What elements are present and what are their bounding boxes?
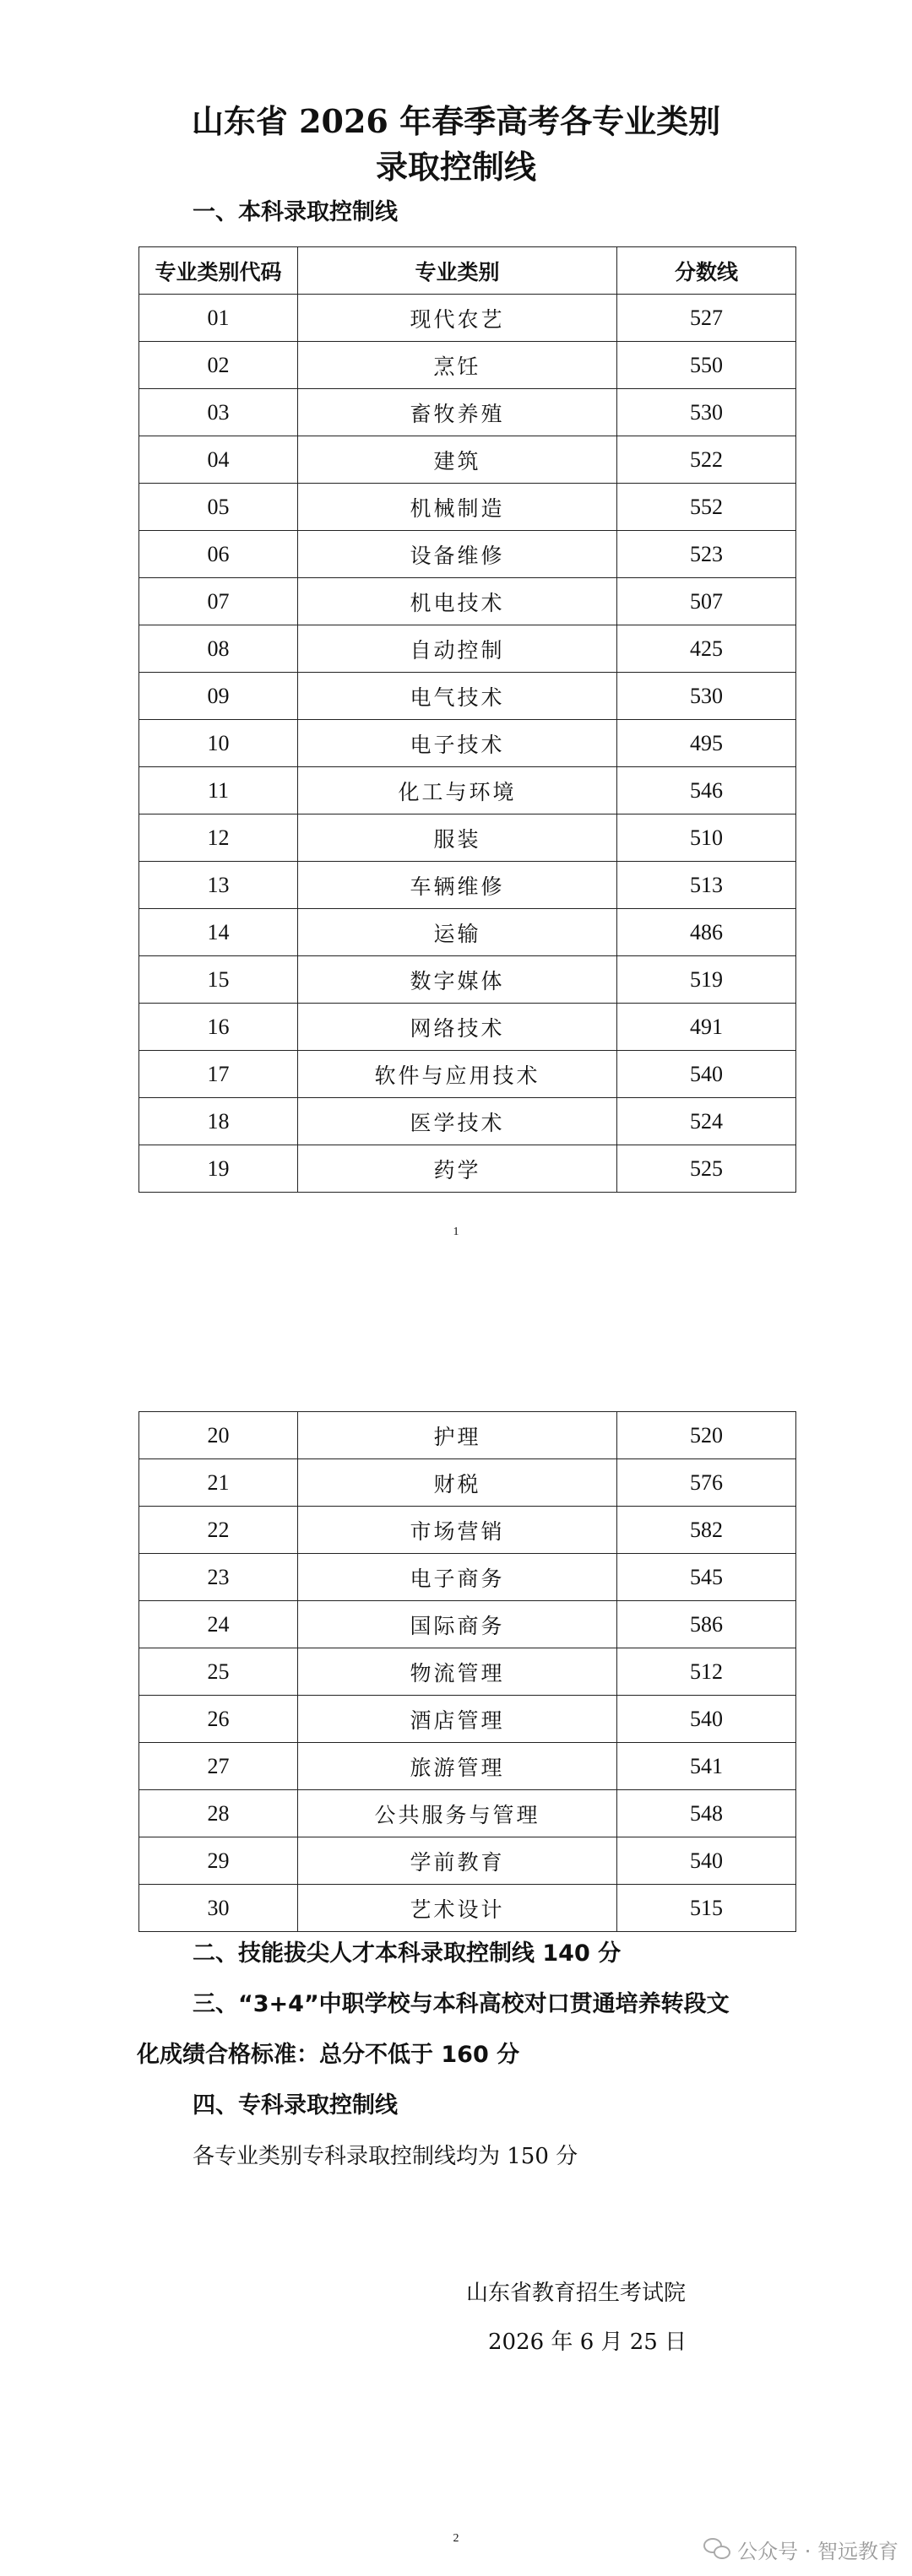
cell-name: 烹饪 xyxy=(298,342,617,389)
table-row xyxy=(139,625,796,673)
table-row xyxy=(139,1507,796,1554)
table-row xyxy=(139,295,796,342)
cell-name: 车辆维修 xyxy=(298,862,617,909)
cell-score: 513 xyxy=(617,862,796,909)
cell-name: 公共服务与管理 xyxy=(298,1790,617,1837)
cell-score: 425 xyxy=(617,625,796,673)
table-row xyxy=(139,909,796,956)
watermark-text: 公众号 · 智远教育 xyxy=(737,2539,898,2563)
cell-code: 24 xyxy=(139,1601,298,1648)
cell-code: 30 xyxy=(139,1885,298,1932)
cell-score: 540 xyxy=(617,1696,796,1743)
cell-name: 现代农艺 xyxy=(298,295,617,342)
cell-name: 电气技术 xyxy=(298,673,617,720)
cell-name: 数字媒体 xyxy=(298,956,617,1004)
cell-code: 01 xyxy=(139,295,298,342)
table-row xyxy=(139,1004,796,1051)
cell-score: 582 xyxy=(617,1507,796,1554)
cell-code: 27 xyxy=(139,1743,298,1790)
cell-code: 19 xyxy=(139,1145,298,1193)
cell-name: 旅游管理 xyxy=(298,1743,617,1790)
wechat-icon xyxy=(703,2538,730,2560)
header-code: 专业类别代码 xyxy=(139,247,298,295)
score-table-page2 xyxy=(138,1411,796,1932)
cell-code: 15 xyxy=(139,956,298,1004)
cell-name: 市场营销 xyxy=(298,1507,617,1554)
cell-code: 04 xyxy=(139,436,298,484)
cell-score: 522 xyxy=(617,436,796,484)
section1-heading: 一、本科录取控制线 xyxy=(193,199,398,225)
cell-score: 545 xyxy=(617,1554,796,1601)
cell-score: 519 xyxy=(617,956,796,1004)
cell-score: 523 xyxy=(617,531,796,578)
cell-name: 医学技术 xyxy=(298,1098,617,1145)
table-row xyxy=(139,531,796,578)
document-title-line1: 山东省 2026 年春季高考各专业类别 xyxy=(191,102,721,140)
table-row xyxy=(139,1145,796,1193)
table-row xyxy=(139,436,796,484)
table-row xyxy=(139,1696,796,1743)
cell-code: 28 xyxy=(139,1790,298,1837)
cell-code: 11 xyxy=(139,767,298,814)
cell-code: 29 xyxy=(139,1837,298,1885)
cell-name: 运输 xyxy=(298,909,617,956)
section4-text: 各专业类别专科录取控制线均为 150 分 xyxy=(193,2144,578,2169)
cell-name: 学前教育 xyxy=(298,1837,617,1885)
cell-score: 525 xyxy=(617,1145,796,1193)
cell-code: 12 xyxy=(139,814,298,862)
table-row xyxy=(139,1412,796,1459)
cell-score: 495 xyxy=(617,720,796,767)
table-row xyxy=(139,1837,796,1885)
table-row xyxy=(139,720,796,767)
cell-code: 02 xyxy=(139,342,298,389)
table-row xyxy=(139,389,796,436)
cell-name: 艺术设计 xyxy=(298,1885,617,1932)
cell-score: 548 xyxy=(617,1790,796,1837)
table-row xyxy=(139,1554,796,1601)
cell-score: 486 xyxy=(617,909,796,956)
score-table-page1 xyxy=(138,246,796,1193)
cell-score: 546 xyxy=(617,767,796,814)
cell-score: 530 xyxy=(617,389,796,436)
cell-name: 网络技术 xyxy=(298,1004,617,1051)
cell-code: 08 xyxy=(139,625,298,673)
cell-code: 21 xyxy=(139,1459,298,1507)
cell-code: 26 xyxy=(139,1696,298,1743)
cell-score: 524 xyxy=(617,1098,796,1145)
cell-name: 机电技术 xyxy=(298,578,617,625)
cell-score: 541 xyxy=(617,1743,796,1790)
watermark xyxy=(703,2532,898,2566)
cell-code: 10 xyxy=(139,720,298,767)
table-row xyxy=(139,342,796,389)
header-score: 分数线 xyxy=(617,247,796,295)
cell-code: 20 xyxy=(139,1412,298,1459)
cell-code: 17 xyxy=(139,1051,298,1098)
table-row xyxy=(139,1459,796,1507)
cell-code: 23 xyxy=(139,1554,298,1601)
cell-name: 电子商务 xyxy=(298,1554,617,1601)
cell-name: 机械制造 xyxy=(298,484,617,531)
table-row xyxy=(139,956,796,1004)
cell-score: 552 xyxy=(617,484,796,531)
section3-line1: 三、“3+4”中职学校与本科高校对口贯通培养转段文 xyxy=(193,1991,730,2017)
cell-score: 520 xyxy=(617,1412,796,1459)
cell-name: 自动控制 xyxy=(298,625,617,673)
cell-code: 05 xyxy=(139,484,298,531)
page-number-2: 2 xyxy=(453,2532,459,2545)
table-row xyxy=(139,1790,796,1837)
table-header-row xyxy=(139,247,796,295)
table-row xyxy=(139,1885,796,1932)
cell-code: 14 xyxy=(139,909,298,956)
cell-name: 建筑 xyxy=(298,436,617,484)
cell-name: 酒店管理 xyxy=(298,1696,617,1743)
section3-line2: 化成绩合格标准：总分不低于 160 分 xyxy=(137,2042,520,2068)
cell-score: 576 xyxy=(617,1459,796,1507)
cell-name: 畜牧养殖 xyxy=(298,389,617,436)
cell-code: 09 xyxy=(139,673,298,720)
cell-code: 16 xyxy=(139,1004,298,1051)
cell-name: 电子技术 xyxy=(298,720,617,767)
cell-score: 491 xyxy=(617,1004,796,1051)
cell-score: 507 xyxy=(617,578,796,625)
cell-code: 22 xyxy=(139,1507,298,1554)
cell-code: 03 xyxy=(139,389,298,436)
cell-score: 510 xyxy=(617,814,796,862)
cell-name: 财税 xyxy=(298,1459,617,1507)
cell-code: 06 xyxy=(139,531,298,578)
table-row xyxy=(139,1098,796,1145)
cell-code: 18 xyxy=(139,1098,298,1145)
table-row xyxy=(139,1743,796,1790)
page-number-1: 1 xyxy=(453,1226,459,1238)
cell-code: 13 xyxy=(139,862,298,909)
cell-score: 527 xyxy=(617,295,796,342)
cell-code: 25 xyxy=(139,1648,298,1696)
issuer-name: 山东省教育招生考试院 xyxy=(466,2281,687,2306)
table-row xyxy=(139,1051,796,1098)
cell-name: 服装 xyxy=(298,814,617,862)
cell-score: 540 xyxy=(617,1837,796,1885)
cell-code: 07 xyxy=(139,578,298,625)
cell-score: 530 xyxy=(617,673,796,720)
cell-score: 512 xyxy=(617,1648,796,1696)
cell-name: 物流管理 xyxy=(298,1648,617,1696)
header-category: 专业类别 xyxy=(298,247,617,295)
cell-name: 化工与环境 xyxy=(298,767,617,814)
table-row xyxy=(139,1601,796,1648)
cell-score: 586 xyxy=(617,1601,796,1648)
section4-heading: 四、专科录取控制线 xyxy=(193,2092,398,2119)
table-row xyxy=(139,673,796,720)
document-title-line2: 录取控制线 xyxy=(375,148,536,186)
issue-date: 2026 年 6 月 25 日 xyxy=(488,2330,687,2355)
cell-name: 护理 xyxy=(298,1412,617,1459)
cell-score: 540 xyxy=(617,1051,796,1098)
cell-name: 药学 xyxy=(298,1145,617,1193)
cell-name: 软件与应用技术 xyxy=(298,1051,617,1098)
table-row xyxy=(139,767,796,814)
table-row xyxy=(139,1648,796,1696)
table-row xyxy=(139,578,796,625)
cell-score: 515 xyxy=(617,1885,796,1932)
cell-score: 550 xyxy=(617,342,796,389)
cell-name: 国际商务 xyxy=(298,1601,617,1648)
table-row xyxy=(139,814,796,862)
table-row xyxy=(139,484,796,531)
cell-name: 设备维修 xyxy=(298,531,617,578)
section2-text: 二、技能拔尖人才本科录取控制线 140 分 xyxy=(193,1940,622,1967)
table-row xyxy=(139,862,796,909)
